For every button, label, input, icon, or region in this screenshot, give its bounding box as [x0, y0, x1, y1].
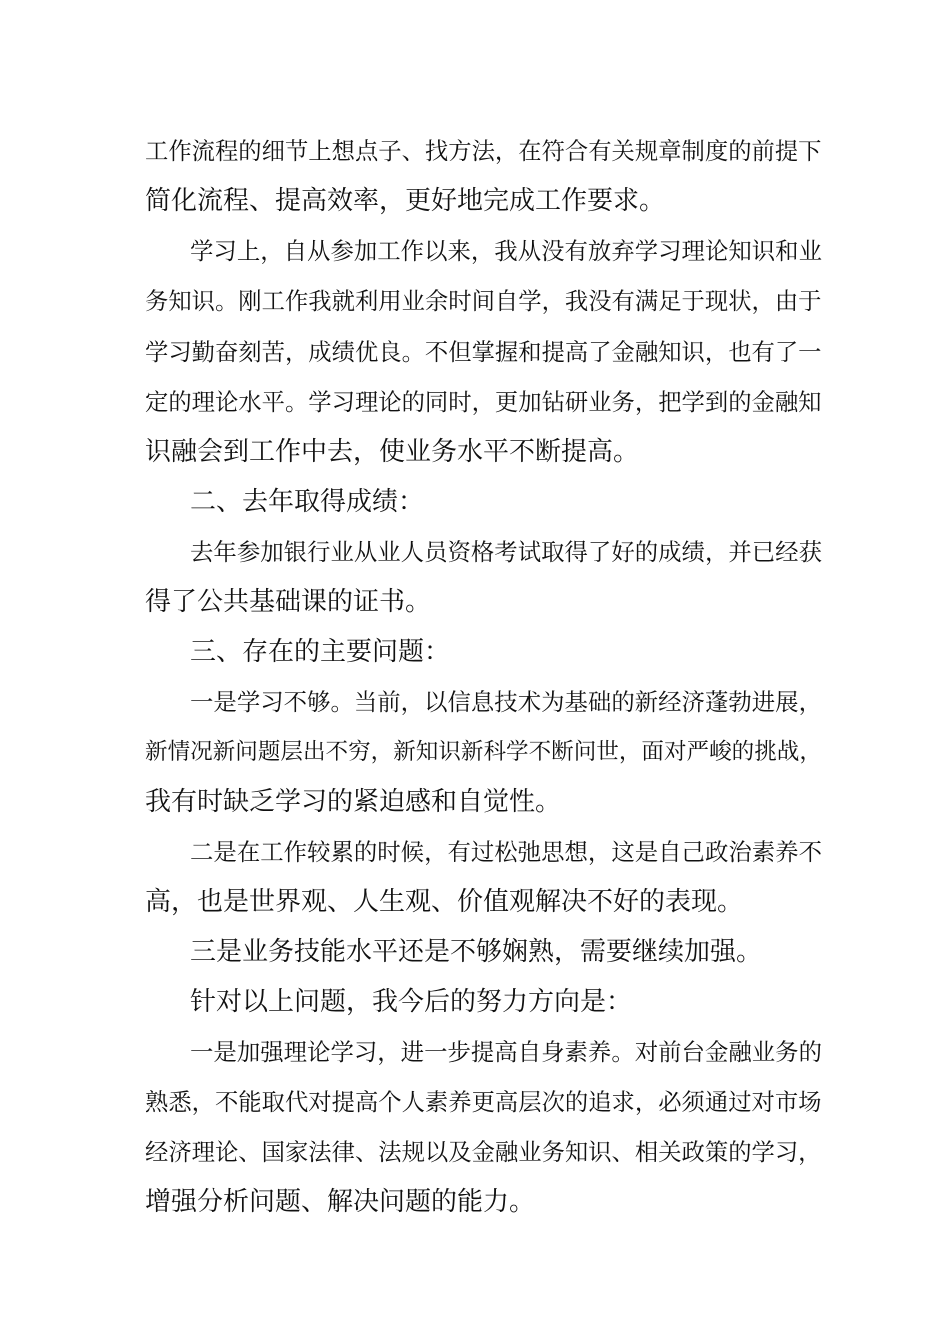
paragraph-start-line: 学习上，自从参加工作以来，我从没有放弃学习理论知识和业: [190, 237, 822, 265]
text-line: 增强分析问题、解决问题的能力。: [145, 1187, 536, 1217]
paragraph-start-line: 针对以上问题，我今后的努力方向是：: [190, 987, 633, 1017]
text-line: 熟悉，不能取代对提高个人素养更高层次的追求，必须通过对市场: [145, 1088, 822, 1116]
text-line: 新情况新问题层出不穷，新知识新科学不断问世，面对严峻的挑战，: [145, 739, 822, 765]
text-line: 工作流程的细节上想点子、找方法，在符合有关规章制度的前提下: [145, 137, 822, 165]
text-line: 简化流程、提高效率，更好地完成工作要求。: [145, 186, 666, 216]
section-heading: 三、存在的主要问题：: [190, 637, 451, 667]
text-line: 我有时缺乏学习的紧迫感和自觉性。: [145, 787, 562, 817]
paragraph-start-line: 三是业务技能水平还是不够娴熟，需要继续加强。: [190, 937, 763, 967]
paragraph-start-line: 二是在工作较累的时候，有过松弛思想，这是自己政治素养不: [190, 838, 822, 866]
text-line: 经济理论、国家法律、法规以及金融业务知识、相关政策的学习，: [145, 1138, 822, 1166]
section-heading: 二、去年取得成绩：: [190, 487, 425, 517]
text-line: 得了公共基础课的证书。: [145, 587, 432, 617]
text-line: 识融会到工作中去，使业务水平不断提高。: [145, 437, 640, 467]
text-line: 学习勤奋刻苦，成绩优良。不但掌握和提高了金融知识，也有了一: [145, 338, 822, 366]
text-line: 高，也是世界观、人生观、价值观解决不好的表现。: [145, 887, 744, 917]
paragraph-start-line: 去年参加银行业从业人员资格考试取得了好的成绩，并已经获: [190, 538, 822, 566]
text-line: 务知识。刚工作我就利用业余时间自学，我没有满足于现状，由于: [145, 287, 822, 315]
paragraph-start-line: 一是加强理论学习，进一步提高自身素养。对前台金融业务的: [190, 1038, 822, 1066]
paragraph-start-line: 一是学习不够。当前，以信息技术为基础的新经济蓬勃进展，: [190, 688, 822, 716]
text-line: 定的理论水平。学习理论的同时，更加钻研业务，把学到的金融知: [145, 388, 822, 416]
